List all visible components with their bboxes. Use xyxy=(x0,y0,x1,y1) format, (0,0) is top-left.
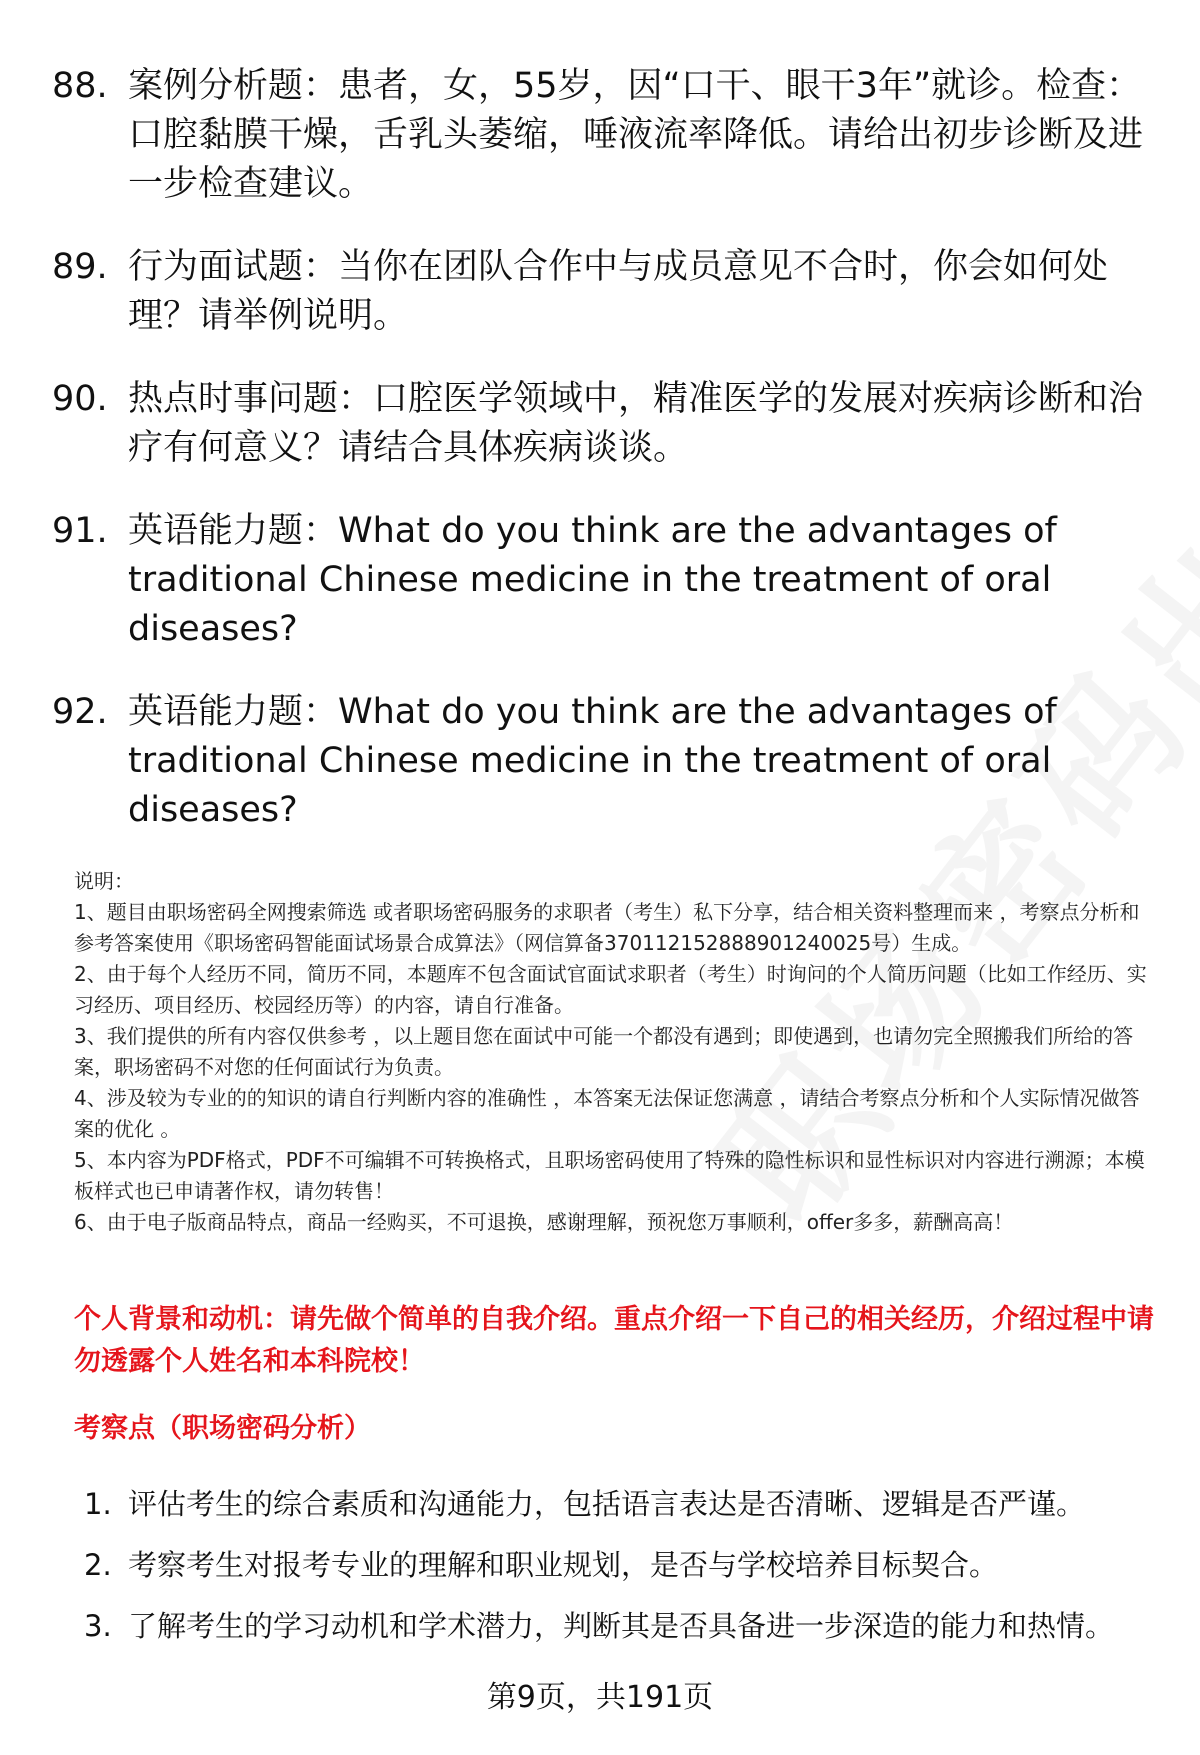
exam-point-text: 评估考生的综合素质和沟通能力，包括语言表达是否清晰、逻辑是否严谨。 xyxy=(128,1487,1086,1521)
exam-point-item xyxy=(84,1545,1164,1585)
question-number: 88. xyxy=(52,66,108,106)
question-item xyxy=(52,375,1147,473)
note-item: 6、由于电子版商品特点，商品一经购买，不可退换，感谢理解，预祝您万事顺利，offer多多，薪酬高高！ xyxy=(74,1210,1014,1234)
exam-point-number: 3. xyxy=(84,1609,112,1643)
question-text: 英语能力题：What do you think are the advantages of traditional Chinese medicine in the treatment of oral diseases? xyxy=(128,692,1057,830)
note-item: 3、我们提供的所有内容仅供参考 ，以上题目您在面试中可能一个都没有遇到；即使遇到，也请勿完全照搬我们所给的答案，职场密码不对您的任何面试行为负责。 xyxy=(74,1024,1134,1079)
exam-point-item xyxy=(84,1484,1164,1524)
note-item: 4、涉及较为专业的的知识的请自行判断内容的准确性 ，本答案无法保证您满意 ，请结合考察点分析和个人实际情况做答案的优化 。 xyxy=(74,1086,1140,1141)
page-footer: 第9页，共191页 xyxy=(486,1680,714,1715)
question-item xyxy=(52,62,1147,209)
question-text: 热点时事问题：口腔医学领域中，精准医学的发展对疾病诊断和治疗有何意义？请结合具体疾病谈谈。 xyxy=(128,379,1144,468)
exam-point-number: 2. xyxy=(84,1548,112,1582)
question-item xyxy=(52,688,1147,835)
exam-points-list xyxy=(84,1484,1164,1667)
personal-background-heading: 个人背景和动机：请先做个简单的自我介绍。重点介绍一下自己的相关经历，介绍过程中请勿透露个人姓名和本科院校！ xyxy=(74,1304,1154,1377)
question-number: 92. xyxy=(52,692,108,732)
question-item xyxy=(52,507,1147,654)
notes-title: 说明： xyxy=(74,869,134,893)
question-text: 行为面试题：当你在团队合作中与成员意见不合时，你会如何处理？请举例说明。 xyxy=(128,247,1109,336)
question-number: 90. xyxy=(52,379,108,419)
question-item xyxy=(52,243,1147,341)
note-item: 5、本内容为PDF格式，PDF不可编辑不可转换格式，且职场密码使用了特殊的隐性标识和显性标识对内容进行溯源；本模板样式也已申请著作权，请勿转售！ xyxy=(74,1148,1145,1203)
question-number: 89. xyxy=(52,247,108,287)
exam-point-text: 考察考生对报考专业的理解和职业规划，是否与学校培养目标契合。 xyxy=(128,1548,999,1582)
notes-section xyxy=(74,866,1159,1238)
note-item: 1、题目由职场密码全网搜索筛选 或者职场密码服务的求职者（考生）私下分享，结合相关资料整理而来 ，考察点分析和参考答案使用《职场密码智能面试场景合成算法》（网信算备370112152888901240025号）生成。 xyxy=(74,900,1140,955)
exam-point-text: 了解考生的学习动机和学术潜力，判断其是否具备进一步深造的能力和热情。 xyxy=(128,1609,1115,1643)
exam-points-title: 考察点（职场密码分析） xyxy=(74,1413,371,1444)
question-text: 案例分析题：患者，女，55岁，因“口干、眼干3年”就诊。检查：口腔黏膜干燥，舌乳头萎缩，唾液流率降低。请给出初步诊断及进一步检查建议。 xyxy=(128,66,1144,204)
question-text: 英语能力题：What do you think are the advantages of traditional Chinese medicine in the treatment of oral diseases? xyxy=(128,511,1057,649)
question-number: 91. xyxy=(52,511,108,551)
exam-point-number: 1. xyxy=(84,1487,112,1521)
exam-point-item xyxy=(84,1606,1164,1646)
note-item: 2、由于每个人经历不同，简历不同，本题库不包含面试官面试求职者（考生）时询问的个人简历问题（比如工作经历、实习经历、项目经历、校园经历等）的内容，请自行准备。 xyxy=(74,962,1147,1017)
question-list xyxy=(52,62,1147,869)
